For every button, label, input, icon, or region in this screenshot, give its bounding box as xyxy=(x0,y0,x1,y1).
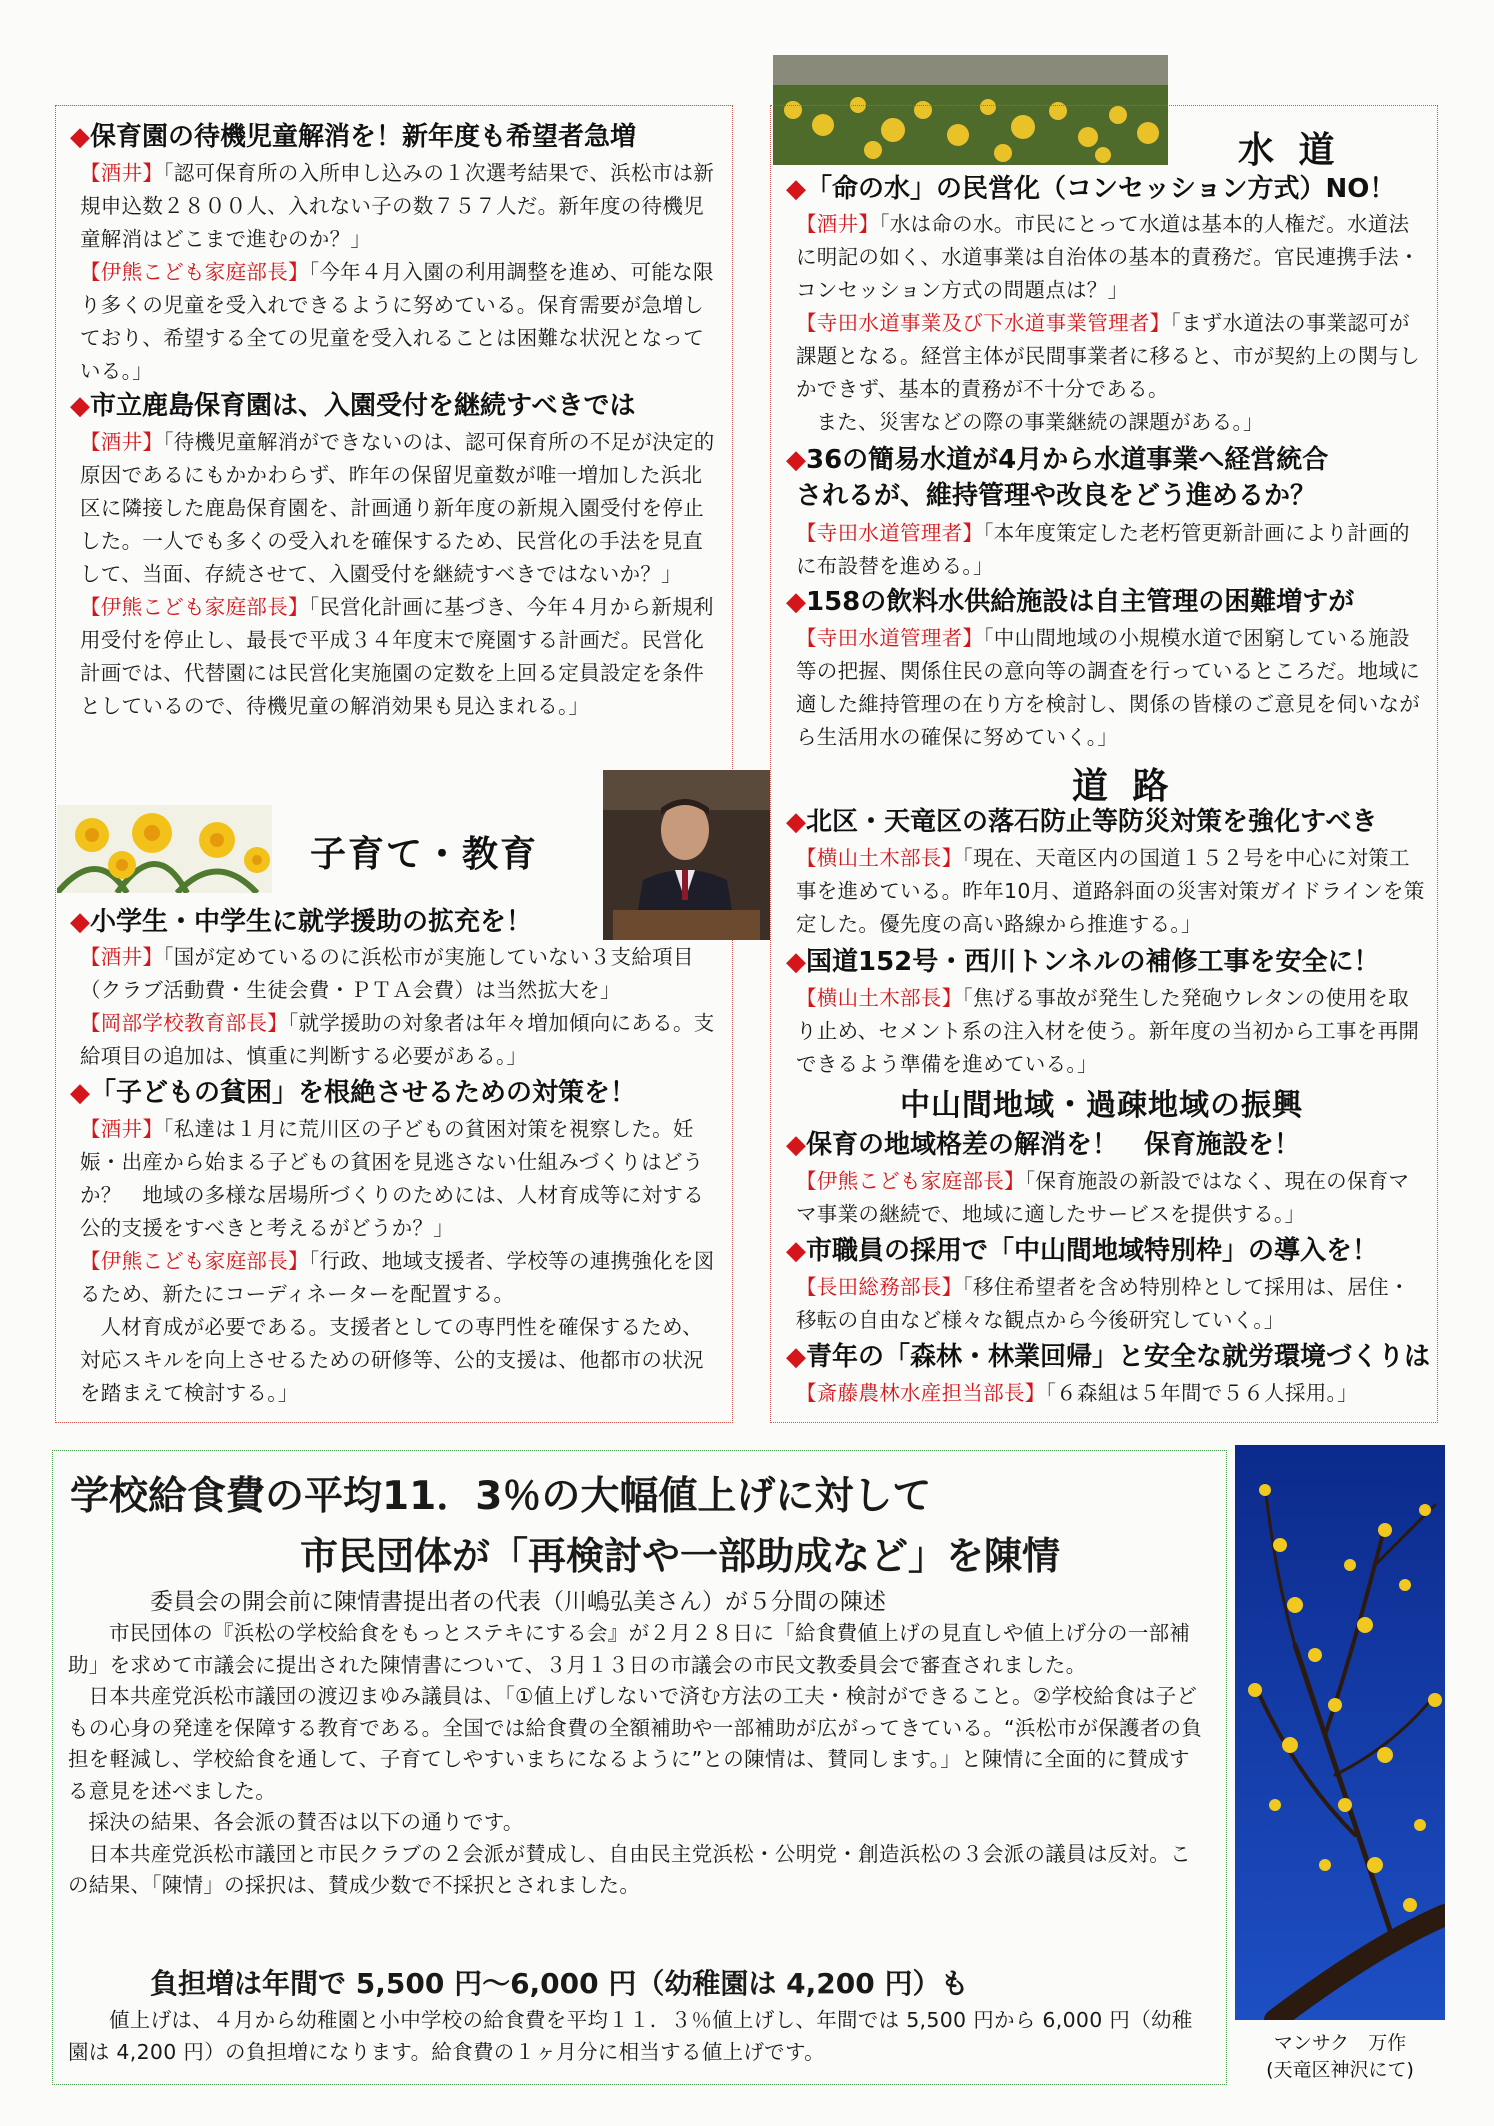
text-block-r1 xyxy=(796,842,1426,941)
article-paragraph: 採決の結果、各会派の賛否は以下の通りです。 xyxy=(88,1810,524,1834)
speaker-illustration xyxy=(603,770,770,940)
speaker-label: 【伊熊こども家庭部長】 xyxy=(796,1169,1025,1193)
article-title-line2: 市民団体が「再検討や一部助成など」を陳情 xyxy=(300,1534,1061,1578)
heading-drinking-water: ◆158の飲料水供給施設は自主管理の困難増すが xyxy=(786,587,1355,617)
photo-caption-line1: マンサク 万作 xyxy=(1273,2032,1407,2054)
diamond-bullet-icon: ◆ xyxy=(70,122,90,152)
speaker-label: 【長田総務部長】 xyxy=(796,1275,963,1299)
article-paragraph: 日本共産党浜松市議団と市民クラブの２会派が賛成し、自由民主党浜松・公明党・創造浜松の３会派の議員は反対。この結果、「陳情」の採択は、賛成少数で不採択とされました。 xyxy=(68,1841,1191,1897)
question-text: 「水は命の水。市民にとって水道は基本的人権だ。水道法に明記の如く、水道事業は自治体の基本的責務だ。官民連携手法・コンセッション方式の問題点は？」 xyxy=(796,212,1420,302)
speaker-label: 【伊熊こども家庭部長】 xyxy=(80,1249,309,1273)
answer-text: 「本年度策定した老朽管更新計画により計画的に布設替を進める。」 xyxy=(796,521,1410,578)
article-heading-cost: 負担増は年間で 5,500 円～6,000 円（幼稚園は 4,200 円）も xyxy=(150,1967,969,2000)
heading-nursery-waiting: ◆保育園の待機児童解消を！新年度も希望者急増 xyxy=(70,122,637,152)
speaker-label: 【伊熊こども家庭部長】 xyxy=(80,260,309,284)
answer-text: 「保育施設の新設ではなく、現在の保育ママ事業の継続で、地域に適したサービスを提供する。」 xyxy=(796,1169,1410,1226)
article-paragraph: 日本共産党浜松市議団の渡辺まゆみ議員は、「①値上げしないで済む方法の工夫・検討ができること。②学校給食は子どもの心身の発達を保障する教育である。全国では給食費の全額補助や一部補助が広がってきている。“浜松市が保護者の負担を軽減し、学校給食を通して、子育てしやすいまちになるように”との陳情は、賛同します。」と陳情に全面的に賛成する意見を述べました。 xyxy=(68,1684,1203,1803)
diamond-bullet-icon: ◆ xyxy=(786,807,806,837)
article-body xyxy=(68,1618,1208,1902)
diamond-bullet-icon: ◆ xyxy=(70,1078,90,1108)
speaker-label: 【寺田水道事業及び下水道事業管理者】 xyxy=(796,311,1171,335)
heading-childcare-gap: ◆保育の地域格差の解消を！ 保育施設を！ xyxy=(786,1130,1301,1160)
heading-staff-hiring: ◆市職員の採用で「中山間地域特別枠」の導入を！ xyxy=(786,1236,1379,1266)
answer-text: 「６森組は５年間で５６人採用。」 xyxy=(1045,1381,1358,1405)
photo-caption xyxy=(1235,2030,1445,2084)
text-block-w3 xyxy=(796,622,1426,754)
question-text: 「国が定めているのに浜松市が実施していない３支給項目（クラブ活動費・生徒会費・ＰＴＡ会費）は当然拡大を」 xyxy=(80,945,694,1002)
diamond-bullet-icon: ◆ xyxy=(70,907,90,937)
text-block-w2 xyxy=(796,517,1426,583)
speaker-label: 【酒井】 xyxy=(80,161,164,185)
speaker-label: 【酒井】 xyxy=(796,212,880,236)
diamond-bullet-icon: ◆ xyxy=(70,391,90,421)
speaker-label: 【酒井】 xyxy=(80,945,164,969)
section-title-water: 水 道 xyxy=(1238,130,1341,171)
text-block-m2 xyxy=(796,1271,1426,1337)
section-title-childcare: 子育て・教育 xyxy=(310,834,539,875)
heading-simple-water: ◆36の簡易水道が4月から水道事業へ経営統合 xyxy=(786,445,1329,475)
speaker-label: 【酒井】 xyxy=(80,1117,164,1141)
section-title-road: 道 路 xyxy=(1072,766,1175,807)
answer-text: 「現在、天竜区内の国道１５２号を中心に対策工事を進めている。昨年10月、道路斜面の災害対策ガイドラインを策定した。優先度の高い路線から推進する。」 xyxy=(796,846,1425,936)
photo-caption-line2: (天竜区神沢にて) xyxy=(1266,2059,1414,2081)
diamond-bullet-icon: ◆ xyxy=(786,1130,806,1160)
heading-child-poverty: ◆「子どもの貧困」を根絶させるための対策を！ xyxy=(70,1078,637,1108)
diamond-bullet-icon: ◆ xyxy=(786,587,806,617)
answer-text: 「まず水道法の事業認可が課題となる。経営主体が民間事業者に移ると、市が契約上の関与しかできず、基本的責務が不十分である。 xyxy=(796,311,1420,401)
text-block-m1 xyxy=(796,1165,1426,1231)
daffodil-photo xyxy=(57,805,272,893)
article-paragraph: 値上げは、４月から幼稚園と小中学校の給食費を平均１１．３％値上げし、年間では 5,500 円から 6,000 円（幼稚園は 4,200 円）の負担増になります。給食費の１ヶ月分に相当する値上げです。 xyxy=(68,2008,1193,2064)
heading-simple-water-line2: されるが、維持管理や改良をどう進めるか？ xyxy=(796,481,1317,511)
diamond-bullet-icon: ◆ xyxy=(786,174,806,204)
question-text: 「私達は１月に荒川区の子どもの貧困対策を視察した。妊娠・出産から始まる子どもの貧困を見逃さない仕組みづくりはどうか？ 地域の多様な居場所づくりのためには、人材育成等に対する公的支援をすべきと考えるがどうか？」 xyxy=(80,1117,704,1240)
answer-text-continued: 人材育成が必要である。支援者としての専門性を確保するため、対応スキルを向上させるための研修等、公的支援は、他都市の状況を踏まえて検討する。」 xyxy=(80,1315,704,1405)
text-block-w1 xyxy=(796,208,1426,439)
question-text: 「待機児童解消ができないのは、認可保育所の不足が決定的原因であるにもかかわらず、昨年の保留児童数が唯一増加した浜北区に隣接した鹿島保育園を、計画通り新年度の新規入園受付を停止した。一人でも多くの受入れを確保するため、民営化の手法を見直して、当面、存続させて、入園受付を継続すべきではないか？」 xyxy=(80,430,715,586)
answer-text: 「就学援助の対象者は年々増加傾向にある。支給項目の追加は、慎重に判断する必要がある。」 xyxy=(80,1011,715,1068)
article-title-line1: 学校給食費の平均11．3％の大幅値上げに対して xyxy=(70,1474,932,1519)
answer-text: 「民営化計画に基づき、今年４月から新規利用受付を停止し、最長で平成３４年度末で廃園する計画だ。民営化計画では、代替園には民営化実施園の定数を上回る定員設定を条件としているので、待機児童の解消効果も見込まれる。」 xyxy=(80,595,714,718)
speaker-label: 【横山土木部長】 xyxy=(796,846,963,870)
witch-hazel-photo xyxy=(1235,1445,1445,2020)
heading-school-aid: ◆小学生・中学生に就学援助の拡充を！ xyxy=(70,907,533,937)
heading-water-privatization: ◆「命の水」の民営化（コンセッション方式）NO！ xyxy=(786,174,1396,204)
answer-text: 「今年４月入園の利用調整を進め、可能な限り多くの児童を受入れできるように努めている。保育需要が急増しており、希望する全ての児童を受入れることは困難な状況となっている。」 xyxy=(80,260,714,383)
speaker-label: 【酒井】 xyxy=(80,430,164,454)
text-block-m3 xyxy=(796,1377,1426,1410)
article-paragraph: 市民団体の『浜松の学校給食をもっとステキにする会』が２月２８日に「給食費値上げの見直しや値上げ分の一部補助」を求めて市議会に提出された陳情書について、３月１３日の市議会の市民文教委員会で審査されました。 xyxy=(68,1621,1191,1677)
speaker-label: 【寺田水道管理者】 xyxy=(796,521,984,545)
text-block-s4 xyxy=(80,1113,715,1410)
speaker-label: 【寺田水道管理者】 xyxy=(796,626,984,650)
witch-hazel-illustration xyxy=(1235,1445,1445,2020)
diamond-bullet-icon: ◆ xyxy=(786,1236,806,1266)
text-block-s3 xyxy=(80,941,715,1073)
answer-text: 「移住希望者を含め特別枠として採用は、居住・移転の自由など様々な観点から今後研究していく。」 xyxy=(796,1275,1410,1332)
diamond-bullet-icon: ◆ xyxy=(786,947,806,977)
text-block-s1 xyxy=(80,157,715,388)
text-block-r2 xyxy=(796,982,1426,1081)
speaker-label: 【岡部学校教育部長】 xyxy=(80,1011,288,1035)
daffodil-illustration xyxy=(57,805,272,893)
diamond-bullet-icon: ◆ xyxy=(786,1342,806,1372)
answer-text: 「行政、地域支援者、学校等の連携強化を図るため、新たにコーディネーターを配置する。 xyxy=(80,1249,715,1306)
speaker-label: 【横山土木部長】 xyxy=(796,986,963,1010)
diamond-bullet-icon: ◆ xyxy=(786,445,806,475)
text-block-s2 xyxy=(80,426,715,723)
heading-forestry: ◆青年の「森林・林業回帰」と安全な就労環境づくりは xyxy=(786,1342,1431,1372)
heading-rockfall: ◆北区・天竜区の落石防止等防災対策を強化すべき xyxy=(786,807,1378,837)
speaker-label: 【斎藤農林水産担当部長】 xyxy=(796,1381,1046,1405)
speaker-photo xyxy=(603,770,770,940)
speaker-label: 【伊熊こども家庭部長】 xyxy=(80,595,309,619)
answer-text: 「中山間地域の小規模水道で困窮している施設等の把握、関係住民の意向等の調査を行っているところだ。地域に適した維持管理の在り方を検討し、関係の皆様のご意見を伺いながら生活用水の確保に努めていく。」 xyxy=(796,626,1420,749)
article-body-final xyxy=(68,2005,1208,2068)
section-title-rural: 中山間地域・過疎地域の振興 xyxy=(900,1088,1303,1123)
answer-text-continued: また、災害などの際の事業継続の課題がある。」 xyxy=(816,410,1264,434)
heading-tunnel-repair: ◆国道152号・西川トンネルの補修工事を安全に！ xyxy=(786,947,1380,977)
heading-kashima-nursery: ◆市立鹿島保育園は、入園受付を継続すべきでは xyxy=(70,391,636,421)
answer-text: 「焦げる事故が発生した発砲ウレタンの使用を取り止め、セメント系の注入材を使う。新年度の当初から工事を再開できるよう準備を進めている。」 xyxy=(796,986,1420,1076)
question-text: 「認可保育所の入所申し込みの１次選考結果で、浜松市は新規申込数２８００人、入れない子の数７５７人だ。新年度の待機児童解消はどこまで進むのか？」 xyxy=(80,161,715,251)
article-subtitle: 委員会の開会前に陳情書提出者の代表（川嶋弘美さん）が５分間の陳述 xyxy=(150,1589,886,1615)
